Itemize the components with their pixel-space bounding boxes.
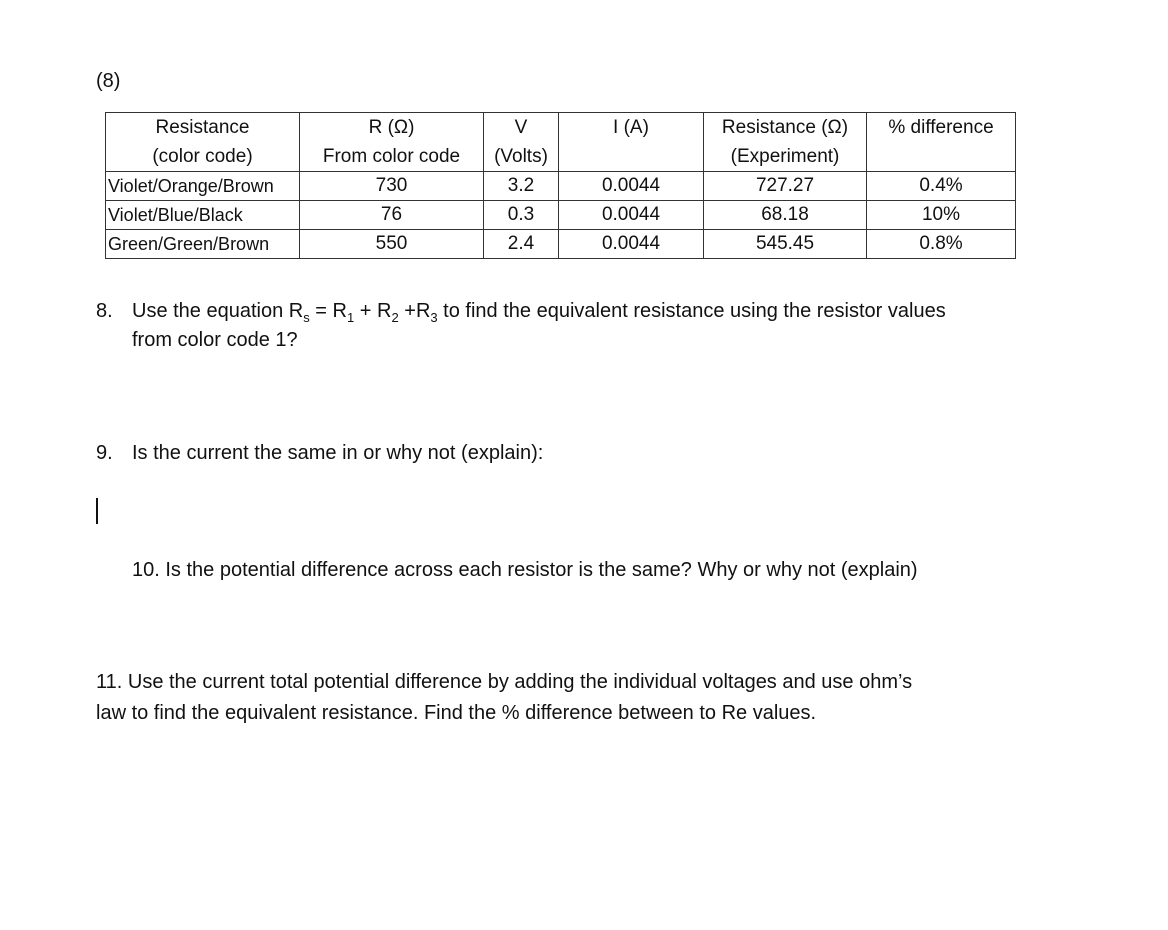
question-8-line2: from color code 1?	[132, 329, 298, 351]
table-header-row	[106, 113, 1016, 172]
header-current: I (A)	[559, 113, 704, 172]
question-9-number: 9.	[96, 442, 113, 464]
header-r-from-color-code: R (Ω) From color code	[300, 113, 484, 172]
question-9-text: Is the current the same in or why not (explain):	[132, 442, 544, 464]
table-row	[106, 201, 1016, 230]
question-10: 10. Is the potential difference across each resistor is the same? Why or why not (explain)	[132, 559, 918, 581]
cell-exp: 68.18	[704, 201, 867, 230]
resistance-table	[105, 112, 1016, 259]
cell-diff: 0.4%	[867, 172, 1016, 201]
cell-color: Violet/Blue/Black	[106, 201, 300, 230]
table-row	[106, 230, 1016, 259]
question-11-line2: law to find the equivalent resistance. Find the % difference between to Re values.	[96, 702, 817, 724]
header-percent-difference: % difference	[867, 113, 1016, 172]
cell-v: 0.3	[484, 201, 559, 230]
cell-i: 0.0044	[559, 201, 704, 230]
question-8-number: 8.	[96, 300, 113, 322]
header-voltage: V (Volts)	[484, 113, 559, 172]
cell-r: 76	[300, 201, 484, 230]
cell-exp: 545.45	[704, 230, 867, 259]
text-cursor	[96, 498, 98, 524]
cell-color: Violet/Orange/Brown	[106, 172, 300, 201]
header-color-code: Resistance (color code)	[106, 113, 300, 172]
cell-v: 2.4	[484, 230, 559, 259]
table-row	[106, 172, 1016, 201]
cell-i: 0.0044	[559, 230, 704, 259]
cell-diff: 0.8%	[867, 230, 1016, 259]
cell-r: 730	[300, 172, 484, 201]
question-9	[96, 439, 543, 468]
question-11-line1: 11. Use the current total potential difference by adding the individual voltages and use ohm’s	[96, 671, 913, 693]
cell-diff: 10%	[867, 201, 1016, 230]
question-8-text: Use the equation $R_s = R_1 + R_2 +R_3$ to find the equivalent resistance using the resistor values	[132, 300, 946, 325]
cell-color: Green/Green/Brown	[106, 230, 300, 259]
section-label: (8)	[96, 70, 121, 92]
cell-i: 0.0044	[559, 172, 704, 201]
header-resistance-experiment: Resistance (Ω) (Experiment)	[704, 113, 867, 172]
cell-exp: 727.27	[704, 172, 867, 201]
cell-r: 550	[300, 230, 484, 259]
cell-v: 3.2	[484, 172, 559, 201]
